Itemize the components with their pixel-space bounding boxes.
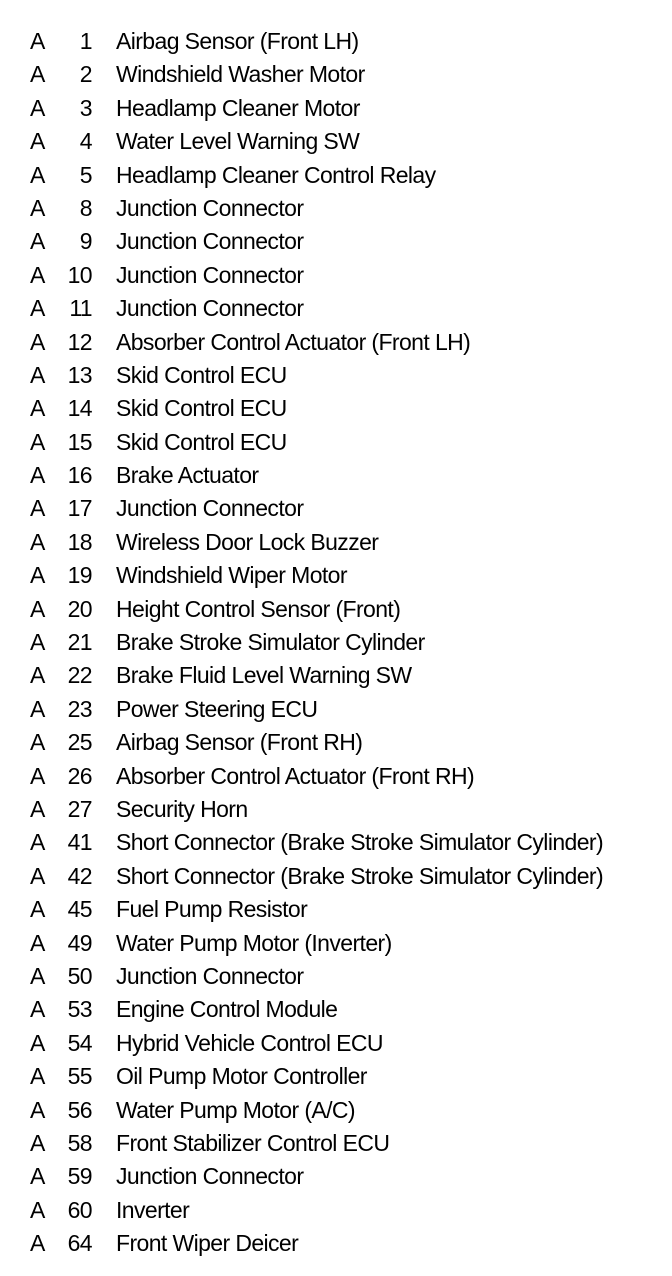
connector-list xyxy=(0,25,672,1260)
list-item xyxy=(0,392,672,425)
connector-prefix: A xyxy=(30,1196,45,1223)
list-item xyxy=(0,826,672,859)
connector-number: 64 xyxy=(67,1230,92,1257)
connector-name: Junction Connector xyxy=(116,495,304,522)
connector-prefix: A xyxy=(30,295,45,322)
list-item xyxy=(0,1027,672,1060)
connector-prefix: A xyxy=(30,28,45,54)
list-item xyxy=(0,893,672,926)
connector-prefix: A xyxy=(30,462,45,489)
connector-prefix: A xyxy=(30,896,45,923)
connector-number: 11 xyxy=(69,295,92,322)
connector-number: 5 xyxy=(79,161,92,188)
connector-prefix: A xyxy=(30,595,45,622)
connector-name: Headlamp Cleaner Control Relay xyxy=(116,161,436,188)
connector-number: 50 xyxy=(67,962,92,989)
connector-prefix: A xyxy=(30,61,45,88)
connector-prefix: A xyxy=(30,361,45,388)
list-item xyxy=(0,526,672,559)
connector-number: 16 xyxy=(67,462,92,489)
connector-prefix: A xyxy=(30,328,45,355)
connector-name: Wireless Door Lock Buzzer xyxy=(116,528,379,555)
connector-name: Short Connector (Brake Stroke Simulator Cylinder) xyxy=(116,862,604,889)
connector-number: 19 xyxy=(67,562,92,589)
connector-number: 13 xyxy=(67,361,92,388)
list-item xyxy=(0,993,672,1026)
connector-prefix: A xyxy=(30,1230,45,1257)
connector-number: 14 xyxy=(67,395,92,422)
connector-number: 9 xyxy=(79,228,92,255)
connector-number: 23 xyxy=(67,695,92,722)
list-item xyxy=(0,492,672,525)
list-item xyxy=(0,960,672,993)
connector-prefix: A xyxy=(30,1063,45,1090)
list-item xyxy=(0,1060,672,1093)
connector-number: 20 xyxy=(67,595,92,622)
connector-prefix: A xyxy=(30,1029,45,1056)
list-item xyxy=(0,659,672,692)
connector-number: 1 xyxy=(79,28,92,54)
connector-number: 22 xyxy=(67,662,92,689)
connector-number: 4 xyxy=(79,128,92,155)
connector-name: Front Stabilizer Control ECU xyxy=(116,1129,390,1156)
connector-prefix: A xyxy=(30,495,45,522)
connector-name: Power Steering ECU xyxy=(116,695,318,722)
connector-name: Front Wiper Deicer xyxy=(116,1230,299,1257)
connector-name: Skid Control ECU xyxy=(116,428,287,455)
connector-name: Absorber Control Actuator (Front LH) xyxy=(116,328,471,355)
connector-name: Water Level Warning SW xyxy=(116,128,360,155)
list-item xyxy=(0,192,672,225)
list-item xyxy=(0,626,672,659)
connector-prefix: A xyxy=(30,261,45,288)
connector-number: 45 xyxy=(67,896,92,923)
list-item xyxy=(0,426,672,459)
connector-number: 2 xyxy=(79,61,92,88)
list-item xyxy=(0,259,672,292)
list-item xyxy=(0,1227,672,1260)
connector-prefix: A xyxy=(30,128,45,155)
connector-name: Skid Control ECU xyxy=(116,361,287,388)
connector-name: Junction Connector xyxy=(116,194,304,221)
connector-prefix: A xyxy=(30,829,45,856)
connector-prefix: A xyxy=(30,1096,45,1123)
connector-prefix: A xyxy=(30,562,45,589)
connector-prefix: A xyxy=(30,795,45,822)
connector-name: Skid Control ECU xyxy=(116,395,287,422)
connector-prefix: A xyxy=(30,695,45,722)
connector-number: 15 xyxy=(67,428,92,455)
connector-number: 49 xyxy=(67,929,92,956)
connector-number: 12 xyxy=(67,328,92,355)
connector-prefix: A xyxy=(30,161,45,188)
connector-number: 8 xyxy=(79,194,92,221)
connector-number: 41 xyxy=(67,829,92,856)
list-item xyxy=(0,927,672,960)
connector-number: 56 xyxy=(67,1096,92,1123)
connector-name: Headlamp Cleaner Motor xyxy=(116,94,360,121)
list-item xyxy=(0,459,672,492)
connector-prefix: A xyxy=(30,1163,45,1190)
list-item xyxy=(0,860,672,893)
connector-name: Brake Fluid Level Warning SW xyxy=(116,662,412,689)
list-item xyxy=(0,593,672,626)
connector-name: Absorber Control Actuator (Front RH) xyxy=(116,762,475,789)
connector-name: Brake Stroke Simulator Cylinder xyxy=(116,629,425,656)
connector-name: Short Connector (Brake Stroke Simulator Cylinder) xyxy=(116,829,604,856)
list-item xyxy=(0,225,672,258)
connector-prefix: A xyxy=(30,762,45,789)
list-item xyxy=(0,25,672,58)
connector-prefix: A xyxy=(30,629,45,656)
list-item xyxy=(0,92,672,125)
connector-name: Oil Pump Motor Controller xyxy=(116,1063,367,1090)
list-item xyxy=(0,1127,672,1160)
list-item xyxy=(0,159,672,192)
connector-name: Brake Actuator xyxy=(116,462,259,489)
connector-name: Junction Connector xyxy=(116,962,304,989)
connector-prefix: A xyxy=(30,194,45,221)
connector-name: Height Control Sensor (Front) xyxy=(116,595,401,622)
connector-name: Windshield Washer Motor xyxy=(116,61,365,88)
connector-name: Water Pump Motor (A/C) xyxy=(116,1096,355,1123)
connector-name: Engine Control Module xyxy=(116,996,338,1023)
connector-name: Windshield Wiper Motor xyxy=(116,562,347,589)
connector-prefix: A xyxy=(30,1129,45,1156)
connector-prefix: A xyxy=(30,395,45,422)
list-item xyxy=(0,292,672,325)
list-item xyxy=(0,1094,672,1127)
connector-number: 18 xyxy=(67,528,92,555)
connector-number: 26 xyxy=(67,762,92,789)
connector-number: 53 xyxy=(67,996,92,1023)
connector-name: Airbag Sensor (Front RH) xyxy=(116,729,363,756)
connector-number: 42 xyxy=(67,862,92,889)
list-item xyxy=(0,1194,672,1227)
list-item xyxy=(0,125,672,158)
connector-name: Water Pump Motor (Inverter) xyxy=(116,929,392,956)
connector-prefix: A xyxy=(30,929,45,956)
connector-name: Airbag Sensor (Front LH) xyxy=(116,28,359,54)
list-item xyxy=(0,1160,672,1193)
list-item xyxy=(0,559,672,592)
connector-number: 21 xyxy=(67,629,92,656)
connector-prefix: A xyxy=(30,428,45,455)
connector-number: 55 xyxy=(67,1063,92,1090)
connector-name: Hybrid Vehicle Control ECU xyxy=(116,1029,383,1056)
list-item xyxy=(0,359,672,392)
connector-number: 58 xyxy=(67,1129,92,1156)
connector-number: 25 xyxy=(67,729,92,756)
connector-name: Security Horn xyxy=(116,795,248,822)
connector-number: 17 xyxy=(67,495,92,522)
connector-number: 27 xyxy=(67,795,92,822)
connector-number: 54 xyxy=(67,1029,92,1056)
list-item xyxy=(0,726,672,759)
connector-name: Junction Connector xyxy=(116,1163,304,1190)
connector-prefix: A xyxy=(30,94,45,121)
connector-name: Junction Connector xyxy=(116,228,304,255)
list-item xyxy=(0,760,672,793)
connector-name: Inverter xyxy=(116,1196,190,1223)
connector-prefix: A xyxy=(30,996,45,1023)
list-item xyxy=(0,793,672,826)
connector-prefix: A xyxy=(30,662,45,689)
connector-prefix: A xyxy=(30,528,45,555)
connector-number: 3 xyxy=(79,94,92,121)
connector-prefix: A xyxy=(30,729,45,756)
connector-prefix: A xyxy=(30,228,45,255)
list-item xyxy=(0,326,672,359)
connector-prefix: A xyxy=(30,962,45,989)
connector-name: Fuel Pump Resistor xyxy=(116,896,308,923)
connector-name: Junction Connector xyxy=(116,261,304,288)
connector-number: 60 xyxy=(67,1196,92,1223)
connector-name: Junction Connector xyxy=(116,295,304,322)
connector-number: 59 xyxy=(67,1163,92,1190)
list-item xyxy=(0,693,672,726)
connector-prefix: A xyxy=(30,862,45,889)
connector-number: 10 xyxy=(67,261,92,288)
list-item xyxy=(0,58,672,91)
